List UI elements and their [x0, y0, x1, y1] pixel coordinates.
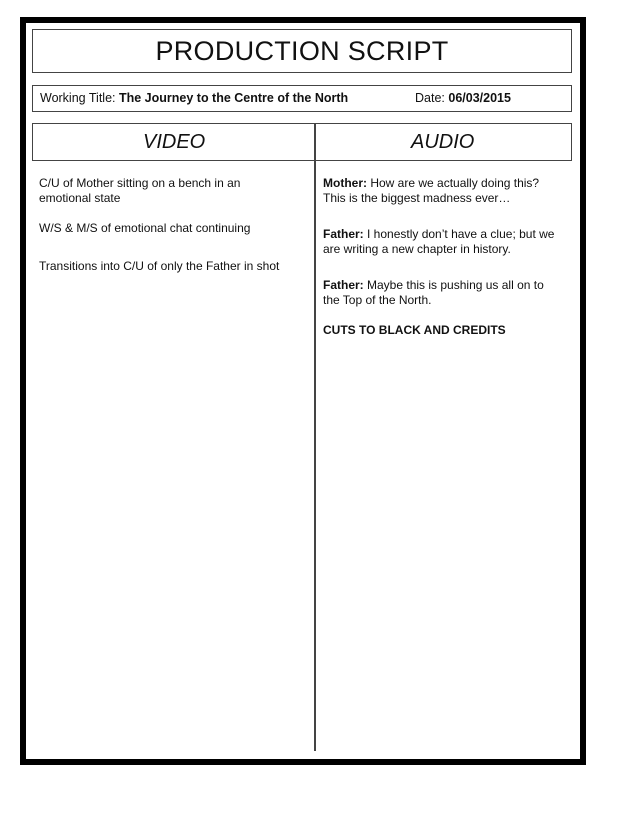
- speaker-name: Mother:: [323, 176, 367, 190]
- audio-column-header: AUDIO: [411, 131, 475, 153]
- audio-entry: [323, 227, 563, 278]
- meta-box: [32, 85, 572, 112]
- working-title-label: Working Title:: [40, 91, 116, 105]
- dialogue-line: I honestly don’t have a clue; but we are writing a new chapter in history.: [323, 227, 555, 256]
- script-page-frame: [20, 17, 586, 765]
- video-column-header: VIDEO: [143, 131, 206, 153]
- page-title: PRODUCTION SCRIPT: [155, 35, 449, 66]
- speaker-name: Father:: [323, 278, 364, 292]
- date-value: 06/03/2015: [448, 91, 511, 105]
- column-divider: [314, 160, 316, 751]
- title-box: [32, 29, 572, 73]
- audio-entry: [323, 176, 563, 227]
- closing-cue: CUTS TO BLACK AND CREDITS: [323, 323, 506, 337]
- column-headers: [32, 123, 572, 161]
- date-label: Date:: [415, 91, 445, 105]
- video-column: [39, 176, 294, 274]
- date-field: [415, 91, 511, 105]
- dialogue-line: How are we actually doing this? This is the biggest madness ever…: [323, 176, 540, 205]
- audio-column: [323, 176, 563, 338]
- header-divider: [314, 124, 316, 160]
- speaker-name: Father:: [323, 227, 364, 241]
- video-entry: Transitions into C/U of only the Father in shot: [39, 259, 280, 273]
- video-entry: W/S & M/S of emotional chat continuing: [39, 221, 251, 235]
- audio-entry: [323, 278, 563, 323]
- video-entry: C/U of Mother sitting on a bench in an emotional state: [39, 176, 241, 205]
- working-title-field: [40, 91, 348, 105]
- dialogue-line: Maybe this is pushing us all on to the Top of the North.: [323, 278, 544, 307]
- working-title-value: The Journey to the Centre of the North: [118, 91, 349, 105]
